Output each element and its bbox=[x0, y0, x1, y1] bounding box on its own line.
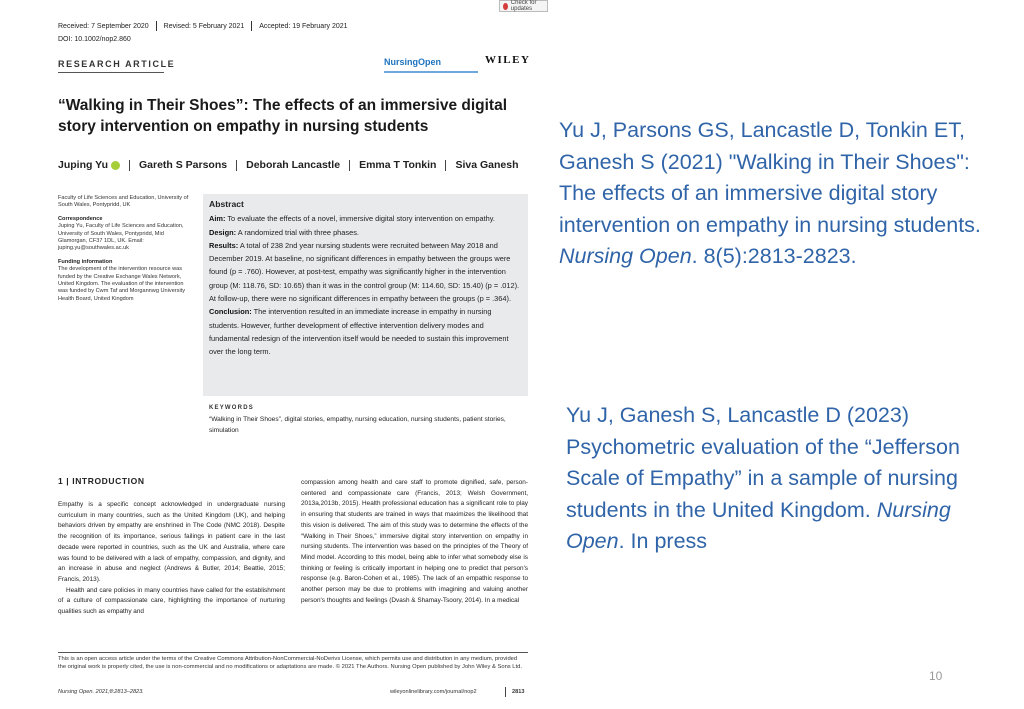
intro-column-2 bbox=[301, 478, 528, 606]
intro-paragraph: Health and care policies in many countries have called for the establishment of a culture of compassionate care, highlighting the importance of nurturing qualities such as empathy and bbox=[58, 586, 285, 616]
article-type-underline bbox=[58, 72, 164, 73]
orcid-icon[interactable] bbox=[111, 161, 120, 170]
citation-2-journal: Nursing Open bbox=[566, 497, 951, 553]
journal-logo-text: NursingOpen bbox=[384, 57, 442, 67]
keywords-section bbox=[209, 405, 527, 436]
dates-line bbox=[58, 21, 348, 31]
footer-url[interactable]: wileyonlinelibrary.com/journal/nop2 bbox=[390, 689, 477, 695]
keywords-list: “Walking in Their Shoes”, digital stories, empathy, nursing education, nursing students, patient stories, simulation bbox=[209, 416, 506, 434]
author-name[interactable]: Juping Yu bbox=[58, 159, 108, 171]
article-type: RESEARCH ARTICLE bbox=[58, 59, 176, 69]
license-rule bbox=[58, 652, 528, 653]
paper-title-line-1: “Walking in Their Shoes”: The effects of an immersive digital bbox=[58, 97, 508, 114]
received-date: Received: 7 September 2020 bbox=[58, 22, 149, 30]
correspondence-title: Correspondence bbox=[58, 215, 103, 222]
abstract-conclusion: Conclusion: The intervention resulted in an immediate increase in empathy in nursing students. However, further development of effective intervention delivery modes and fundamental redesign of the intervention itself would be needed to sustain this improvement over the long term. bbox=[209, 307, 509, 357]
abstract-design: Design: A randomized trial with three phases. bbox=[209, 227, 359, 237]
side-info bbox=[58, 195, 194, 303]
paper-title bbox=[58, 95, 528, 137]
crossmark-icon bbox=[503, 3, 508, 10]
citation-2-text: Yu J, Ganesh S, Lancastle D (2023) Psychometric evaluation of the “Jefferson Scale of Empathy” in a sample of nursing students in the United Kingdom. bbox=[566, 403, 960, 522]
slide-number: 10 bbox=[929, 669, 943, 683]
intro-column-1 bbox=[58, 500, 285, 618]
citation-1 bbox=[559, 115, 1009, 273]
author-name[interactable]: Gareth S Parsons bbox=[138, 159, 228, 171]
footer-page: 2813 bbox=[512, 689, 525, 695]
crossmark-badge[interactable] bbox=[499, 0, 548, 12]
funding-text: The development of the intervention resource was funded by the Creative Exchange Wales Network, United Kingdom. The evaluation of the intervention was funded by Cwm Taf and Morgannwg University Health Board, United Kingdom bbox=[58, 266, 186, 302]
accepted-date: Accepted: 19 February 2021 bbox=[259, 22, 348, 30]
revised-date: Revised: 5 February 2021 bbox=[163, 22, 245, 30]
author-list bbox=[58, 159, 519, 171]
license-text: This is an open access article under the terms of the Creative Commons Attribution-NonCommercial-NoDerivs License, which permits use and distribution in any medium, provided the original work is properly cited, the use is non-commercial and no modifications or adaptations are made. © 2021 The Authors. Nursing Open published by John Wiley & Sons Ltd. bbox=[58, 656, 522, 670]
citation-1-journal: Nursing Open bbox=[559, 244, 692, 268]
author-name[interactable]: Deborah Lancastle bbox=[246, 159, 341, 171]
correspondence-text: Juping Yu, Faculty of Life Sciences and Education, University of South Wales, Pontypridd, Mid Glamorgan, CF37 1DL, UK. Email: juping.yu@southwales.ac.uk bbox=[58, 223, 184, 252]
crossmark-label: Check for updates bbox=[510, 0, 537, 12]
footer-separator bbox=[505, 687, 506, 697]
citation-2-tail: . In press bbox=[618, 529, 708, 553]
introduction-heading: 1 | INTRODUCTION bbox=[58, 476, 145, 486]
journal-logo bbox=[384, 52, 478, 73]
doi[interactable]: DOI: 10.1002/nop2.860 bbox=[58, 36, 131, 43]
intro-paragraph: compassion among health and care staff to promote dignified, safe, person-centered and compassionate care (Francis, 2013; Welsh Government, 2013a,2013b, 2015). Health professional education has a significant role to play in ensuring that students are trained in ways that maximizes the likelihood that this vision is delivered. The aim of this study was to determine the effects of the “Walking in Their Shoes,” immersive digital story intervention on empathy in nursing students. The intervention was based on the principles of the Theory of Mind model. According to this model, being able to infer what somebody else is thinking or feeling is critically important in helping one to predict that person's response (e.g. Baron-Cohen et al., 1985). The lack of an empathic response to another person may be due to problems with imagining and valuing another person's thoughts and feelings (Dvash & Shamay-Tsoory, 2014). In a medical bbox=[301, 479, 528, 604]
intro-paragraph: Empathy is a specific concept acknowledged in undergraduate nursing curriculum in many countries, such as the United Kingdom (UK), and helping behaviors driven by empathy are enshrined in The Code (NMC 2018). Despite the recognition of its importance, serious failings in patient care in the last decade were reported in countries, such as the UK and Australia, where care was found to be delivered with a lack of empathy, compassion, and dignity, and an increase in abuse and neglect (Andrews & Butler, 2014; Beattie, 2015; Francis, 2013). bbox=[58, 501, 285, 583]
abstract-aim: Aim: To evaluate the effects of a novel, immersive digital story intervention on empathy. bbox=[209, 214, 495, 224]
publisher-logo: WILEY bbox=[485, 54, 531, 66]
funding-title: Funding information bbox=[58, 258, 113, 265]
author-name[interactable]: Siva Ganesh bbox=[455, 159, 519, 171]
footer-citation: Nursing Open. 2021;8:2813–2823. bbox=[58, 689, 144, 695]
paper-title-line-2: story intervention on empathy in nursing students bbox=[58, 118, 429, 135]
keywords-title: KEYWORDS bbox=[209, 405, 254, 411]
journal-logo-bar bbox=[384, 71, 478, 73]
citation-1-text: Yu J, Parsons GS, Lancastle D, Tonkin ET, Ganesh S (2021) "Walking in Their Shoes": The effects of an immersive digital story intervention on empathy in nursing students. bbox=[559, 118, 981, 237]
citation-2 bbox=[566, 400, 986, 558]
affiliation: Faculty of Life Sciences and Education, University of South Wales, Pontypridd, UK bbox=[58, 195, 189, 209]
citation-1-tail: . 8(5):2813-2823. bbox=[691, 244, 857, 268]
abstract-results: Results: A total of 238 2nd year nursing students were recruited between May 2018 and December 2019. At baseline, no significant differences in empathy between the groups were found (p = .760). However, at post-test, empathy was significantly higher in the intervention group (M: 118.76, SD: 10.65) than it was in the control group (M: 114.60, SD: 15.40) (p = .012). At follow-up, there were no significant differences in empathy between the groups (p = .364). bbox=[209, 240, 520, 304]
abstract-title: Abstract bbox=[209, 199, 244, 209]
author-name[interactable]: Emma T Tonkin bbox=[359, 159, 437, 171]
abstract-box bbox=[203, 194, 528, 396]
